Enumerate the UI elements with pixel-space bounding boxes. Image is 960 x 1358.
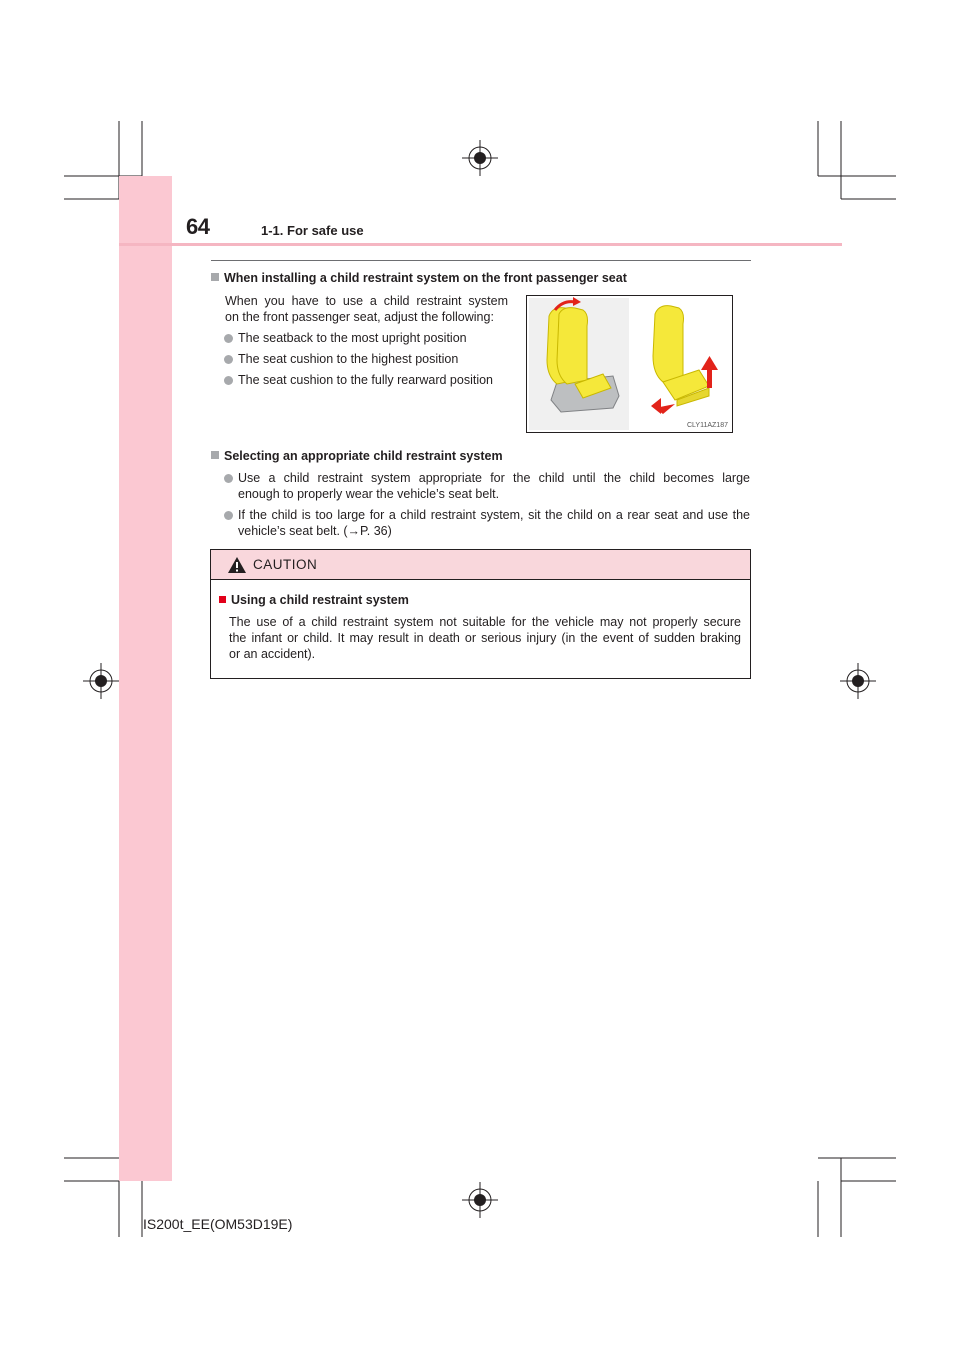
front-seat-heading (211, 271, 627, 285)
square-bullet-icon (211, 273, 219, 281)
selecting-heading-text: Selecting an appropriate child restraint system (224, 449, 503, 463)
selecting-heading (211, 449, 503, 463)
intro-line-1: When you have to use a child restraint system (225, 294, 508, 308)
bullet-dot-icon (224, 334, 233, 343)
list-item: Use a child restraint system appropriate for the child until the child becomes large enough to properly wear the vehicle’s seat belt. (238, 470, 750, 502)
header-rule (119, 243, 842, 246)
figure-code: CLY11AZ187 (687, 422, 728, 429)
caution-label: CAUTION (253, 557, 318, 572)
caution-header (211, 550, 750, 580)
caution-heading: Using a child restraint system (219, 593, 409, 607)
margin-band (119, 176, 172, 1181)
seat-adjustment-figure (526, 295, 733, 433)
registration-mark-top (460, 138, 500, 178)
list-item: The seat cushion to the fully rearward position (238, 372, 493, 388)
list-item: The seatback to the most upright position (238, 330, 467, 346)
list-item: The seat cushion to the highest position (238, 351, 458, 367)
caution-text: The use of a child restraint system not suitable for the vehicle may not properly secure the infant or child. It may result in death or serious injury (in the event of sudden braking or an accident). (229, 615, 741, 661)
front-seat-heading-text: When installing a child restraint system on the front passenger seat (224, 271, 627, 285)
registration-mark-bottom (460, 1180, 500, 1220)
intro-line-2: on the front passenger seat, adjust the following: (225, 310, 494, 324)
bullet-dot-icon (224, 511, 233, 520)
section-title: 1-1. For safe use (261, 223, 364, 238)
content-divider (211, 260, 751, 261)
registration-mark-left (81, 661, 121, 701)
page-number: 64 (186, 214, 210, 239)
bullet-dot-icon (224, 474, 233, 483)
bullet-dot-icon (224, 376, 233, 385)
caution-box (210, 549, 751, 679)
bullet-dot-icon (224, 355, 233, 364)
list-item: If the child is too large for a child restraint system, sit the child on a rear seat and use the vehicle’s seat belt. (→P. 36) (238, 507, 750, 539)
square-bullet-icon (211, 451, 219, 459)
model-code: IS200t_EE(OM53D19E) (143, 1216, 293, 1232)
registration-mark-right (838, 661, 878, 701)
warning-triangle-icon (227, 556, 247, 574)
seat-illustration (527, 296, 732, 432)
red-square-icon (219, 596, 226, 603)
